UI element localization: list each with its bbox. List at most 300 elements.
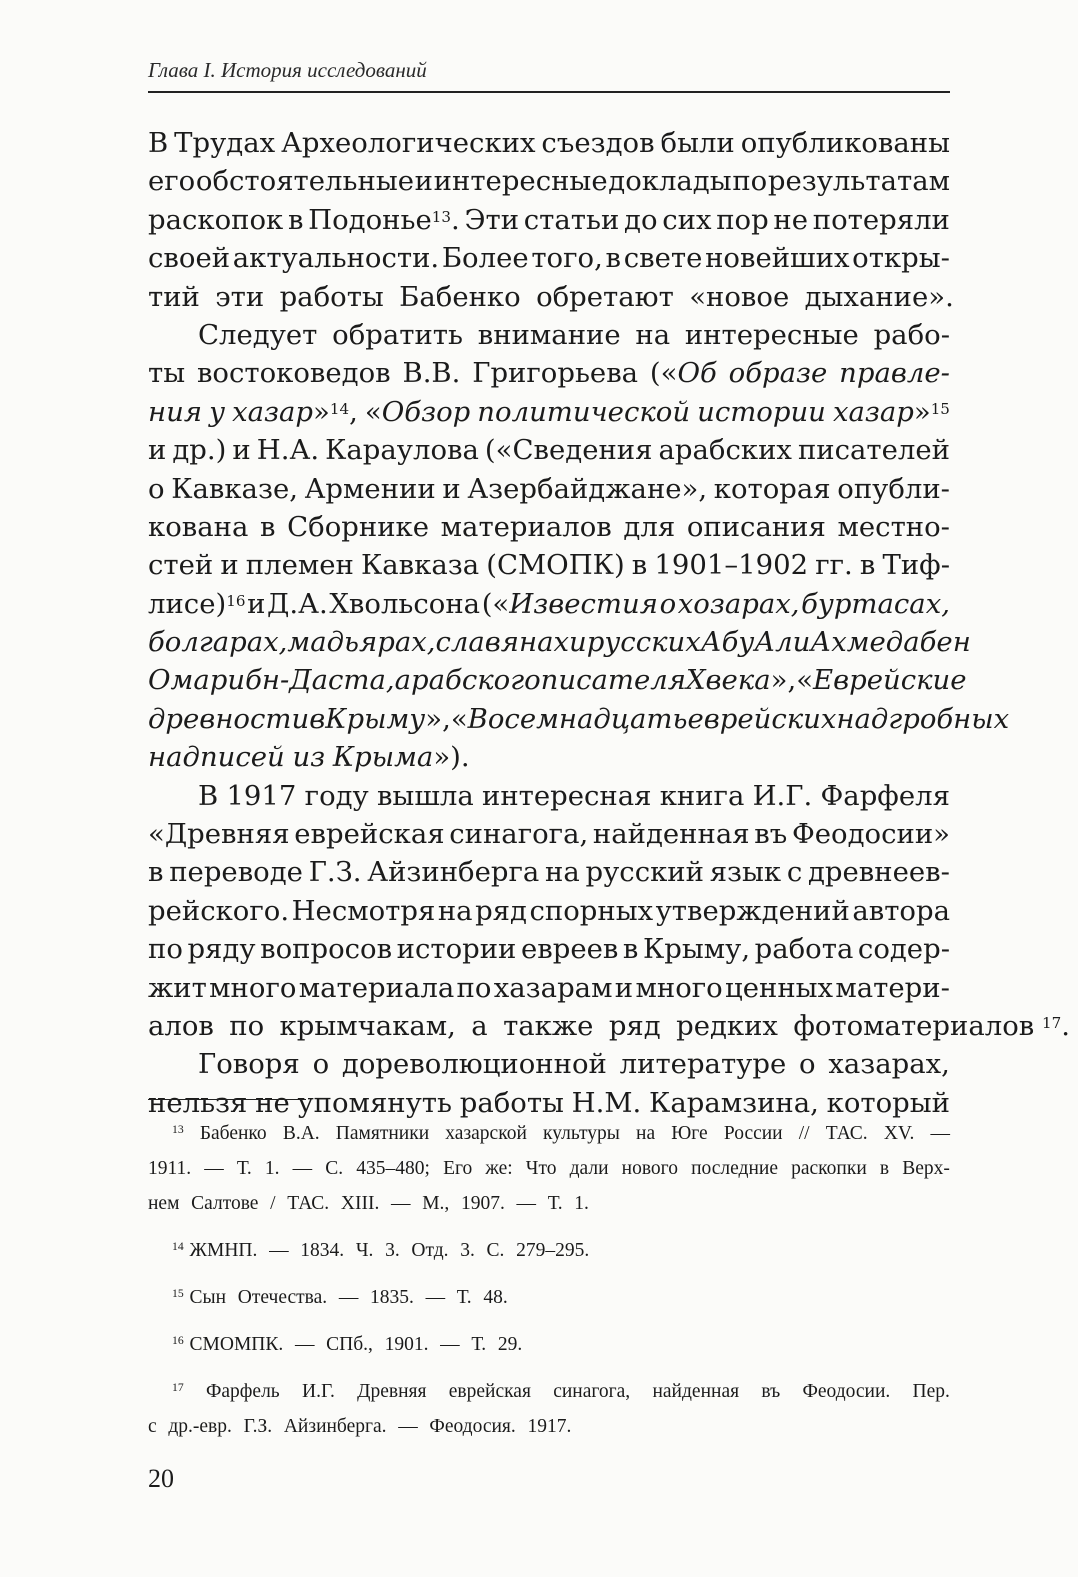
word: откры-: [852, 242, 950, 275]
word-group: [449, 1374, 531, 1409]
word: мадьярах,: [287, 626, 436, 659]
word: нового: [621, 1158, 678, 1179]
word: о: [659, 587, 677, 620]
word: Карамзина,: [649, 1086, 819, 1119]
word: на: [636, 1123, 656, 1144]
word: жит: [148, 971, 207, 1004]
word: 1907.: [460, 1193, 505, 1214]
word: для: [623, 510, 676, 543]
word: Отд.: [411, 1240, 449, 1261]
word-group: [606, 239, 621, 277]
word: 1901–1902: [654, 549, 809, 582]
word-group: [833, 393, 950, 431]
word-group: [754, 623, 810, 661]
word: Говоря: [198, 1048, 300, 1081]
word: истории: [697, 395, 826, 428]
word-group: [367, 853, 539, 891]
word: Омар: [148, 664, 228, 697]
word: —: [338, 1287, 359, 1308]
word-group: [913, 1374, 950, 1409]
word: на: [437, 894, 473, 927]
word: Сын: [189, 1287, 227, 1308]
word-group: [172, 1327, 184, 1362]
word: Т.: [236, 1158, 252, 1179]
word: Феодосии»: [791, 818, 950, 851]
word-group: [172, 1280, 184, 1315]
word-group: [422, 1186, 455, 1221]
word: много: [635, 971, 723, 1004]
word: переводе: [169, 856, 303, 889]
word: надгробных: [836, 702, 1010, 735]
p2-l5: [148, 470, 950, 508]
word-group: [541, 124, 654, 162]
word: Верх-: [902, 1158, 950, 1179]
word: хазар: [232, 395, 314, 428]
word-group: [270, 1186, 281, 1221]
word: Азербайджане»,: [467, 472, 708, 505]
word: по: [229, 1009, 265, 1042]
word: Еврейские: [813, 664, 967, 697]
word: Подонье: [308, 203, 432, 236]
word: 1911.: [148, 1158, 192, 1179]
word-group: [838, 508, 950, 546]
p2-l3: [148, 393, 950, 431]
word-group: [294, 815, 444, 853]
word: XIII.: [340, 1193, 380, 1214]
word-group: [623, 508, 675, 546]
word: истории: [396, 933, 517, 966]
word: др.-евр.: [168, 1416, 232, 1437]
word-group: [169, 853, 303, 891]
word: того,: [531, 242, 603, 275]
word-group: [660, 777, 745, 815]
word: Бабенко: [199, 1123, 267, 1144]
p3-l3: [148, 853, 950, 891]
word-group: [732, 162, 767, 200]
word-group: [608, 162, 731, 200]
word: Айзинберга: [367, 856, 540, 889]
word: Обзор: [381, 395, 471, 428]
word-group: [305, 470, 436, 508]
word-group: [398, 1409, 423, 1444]
word: 3.: [460, 1240, 475, 1261]
word: Н.М.: [571, 1086, 642, 1119]
word: пор: [716, 203, 769, 236]
word-group: [516, 1233, 595, 1268]
word: В: [148, 127, 169, 159]
word-group: [477, 393, 690, 431]
word: же:: [485, 1158, 513, 1179]
word-group: [441, 508, 612, 546]
word-group: [196, 162, 414, 200]
word-group: [148, 623, 287, 661]
word: интересные: [433, 165, 608, 198]
word: //: [798, 1123, 810, 1144]
word-group: [858, 930, 950, 968]
word-group: [171, 470, 298, 508]
word-group: [148, 853, 163, 891]
word: Т.: [471, 1334, 487, 1355]
word: В.В.: [402, 357, 461, 390]
word-group: [435, 623, 569, 661]
word: хозарах,: [677, 587, 800, 620]
word-group: [148, 239, 230, 277]
word-group: [370, 1280, 420, 1315]
word: .: [450, 203, 460, 236]
word: своей: [148, 242, 231, 275]
word-group: [587, 623, 701, 661]
word-group: [260, 930, 392, 968]
word-group: [483, 1280, 513, 1315]
word: стей: [148, 549, 214, 582]
word: с: [786, 856, 803, 889]
word-group: [148, 738, 285, 776]
word: Крыма: [332, 741, 434, 774]
word-group: [705, 239, 849, 277]
footnote-ref: 13: [172, 1123, 184, 1137]
footnote-ref: 15: [172, 1287, 184, 1301]
word-group: [148, 969, 207, 1007]
word-group: [309, 700, 325, 738]
word: древности: [148, 702, 310, 735]
word: синагога,: [553, 1381, 631, 1402]
word-group: [676, 1007, 786, 1045]
word-group: [475, 892, 527, 930]
word: автора: [852, 894, 950, 927]
fn13-l3: [148, 1186, 950, 1221]
p4-l1: [148, 1045, 950, 1083]
word-group: [697, 393, 826, 431]
word: 29.: [497, 1334, 523, 1355]
word: —: [269, 1240, 289, 1261]
footnotes: [148, 1116, 950, 1444]
word-group: [609, 1007, 669, 1045]
word-group: [426, 1280, 451, 1315]
word: «Древняя: [148, 818, 290, 851]
word: о: [799, 1048, 816, 1081]
word-group: [200, 1116, 267, 1151]
word-group: [190, 1280, 232, 1315]
word-group: [710, 853, 781, 891]
word-group: [442, 470, 460, 508]
word: Хвольсона: [329, 587, 481, 620]
word-group: [333, 738, 477, 776]
page-number: 20: [148, 1464, 174, 1493]
p2-l1: [148, 316, 950, 354]
word: Армении: [304, 472, 436, 505]
word: др.): [172, 434, 227, 467]
word: С.: [486, 1240, 505, 1261]
word-group: [880, 1151, 889, 1186]
word: Эти: [464, 203, 520, 236]
word-group: [920, 623, 971, 661]
word-group: [148, 815, 290, 853]
word: Салтове: [191, 1193, 259, 1214]
word-group: [931, 1116, 951, 1151]
word-group: [656, 892, 850, 930]
word-group: [457, 1280, 478, 1315]
word: в: [309, 702, 326, 735]
word-group: [172, 1233, 184, 1268]
word-group: [341, 1186, 385, 1221]
word-group: [796, 661, 966, 699]
footnote-ref: 15: [930, 399, 950, 418]
word: тий: [148, 280, 200, 313]
word: упомянуть: [297, 1086, 452, 1119]
word: »: [913, 395, 931, 428]
word: Феодосия.: [429, 1416, 516, 1437]
word: гг.: [815, 549, 853, 582]
footnote-ref: 16: [226, 591, 246, 610]
word-group: [244, 1409, 278, 1444]
word-group: [305, 777, 369, 815]
word-group: [852, 892, 950, 930]
word-group: [238, 1280, 333, 1315]
word: Г.З.: [308, 856, 362, 889]
word-group: [801, 585, 950, 623]
word: Ахмеда: [810, 626, 920, 659]
word-group: [716, 201, 769, 239]
word: Археологических: [281, 127, 536, 159]
word: Трудах: [174, 127, 276, 159]
word-group: [623, 930, 638, 968]
footnote-ref: 16: [172, 1334, 184, 1348]
word-group: [267, 585, 328, 623]
word: писателя: [540, 664, 686, 697]
word: рейского.: [148, 894, 290, 927]
word-group: [686, 661, 706, 699]
word: дыхание».: [804, 280, 954, 313]
word: —: [204, 1158, 224, 1179]
fn17-l1: [148, 1374, 950, 1409]
word: в: [287, 203, 304, 236]
word-group: [168, 1409, 237, 1444]
word-group: [385, 1327, 435, 1362]
word-group: [299, 969, 454, 1007]
word: о: [148, 472, 165, 505]
word: М.,: [422, 1193, 450, 1214]
word-group: [902, 1151, 950, 1186]
word: много: [209, 971, 297, 1004]
p3-l7: [148, 1007, 1070, 1045]
word: которая: [713, 472, 831, 505]
word: 435–480;: [356, 1158, 430, 1179]
word: ибн-Даста,: [227, 664, 395, 697]
word: потеряли: [812, 203, 950, 236]
word: с: [148, 1416, 157, 1437]
word-group: [148, 700, 309, 738]
word-group: [691, 1151, 778, 1186]
word-group: [402, 354, 460, 392]
word: Григорьева: [472, 357, 639, 390]
word: Несмотря: [291, 894, 436, 927]
word: X: [685, 664, 706, 697]
fn13-l2: [148, 1151, 950, 1186]
word-group: [635, 969, 722, 1007]
word: Т.: [547, 1193, 563, 1214]
word: содер-: [857, 933, 950, 966]
word-group: [148, 201, 283, 239]
p2-l7: [148, 546, 950, 584]
word-group: [148, 546, 213, 584]
word-group: [260, 508, 275, 546]
p2-l8: [148, 585, 950, 623]
word: —: [516, 1193, 537, 1214]
word: «: [450, 702, 468, 735]
word-group: [503, 1007, 601, 1045]
word-group: [624, 201, 658, 239]
word-group: [284, 1409, 393, 1444]
word: писателей: [797, 434, 950, 467]
word-group: [478, 316, 621, 354]
word-group: [689, 278, 797, 316]
word-group: [632, 546, 647, 584]
word: культуры: [543, 1123, 620, 1144]
word: —: [930, 1123, 950, 1144]
word-group: [385, 1233, 405, 1268]
footnote-ref: 14: [329, 399, 350, 418]
word-group: [593, 815, 750, 853]
word: раскопок: [148, 203, 284, 236]
word: образе: [728, 357, 828, 390]
word: века: [705, 664, 771, 697]
word: арабских: [658, 434, 792, 467]
word-group: [237, 1151, 252, 1186]
word-group: [741, 124, 950, 162]
p1-l4: [148, 239, 950, 277]
word: Ч.: [355, 1240, 374, 1261]
word: работы: [459, 1086, 564, 1119]
word-group: [753, 777, 813, 815]
word: Восемнадцать: [467, 702, 688, 735]
word-group: [325, 1151, 343, 1186]
word: работы: [279, 280, 384, 313]
word: Кавказе,: [171, 472, 298, 505]
word: местно-: [837, 510, 950, 543]
word: материалов: [440, 510, 612, 543]
word-group: [232, 393, 358, 431]
fn14-l1: [148, 1233, 950, 1268]
word: —: [440, 1334, 460, 1355]
word: из: [292, 741, 326, 774]
word: Фарфеля: [820, 779, 950, 812]
word-group: [148, 930, 183, 968]
word-group: [287, 1186, 335, 1221]
footnote-gap: [148, 1362, 950, 1374]
p3-l6: [148, 969, 950, 1007]
word: «новое: [689, 280, 790, 313]
word-group: [356, 1151, 430, 1186]
word: С.: [325, 1158, 344, 1179]
word: Что: [525, 1158, 557, 1179]
p1-l5: [148, 278, 954, 316]
word-group: [281, 124, 535, 162]
word: Более: [441, 242, 529, 275]
word-group: [860, 546, 875, 584]
footnote-gap: [148, 1268, 950, 1280]
word-group: [148, 470, 165, 508]
word: Крыму,: [642, 933, 751, 966]
p1-l3: [148, 201, 950, 239]
word: 1.: [264, 1158, 280, 1179]
word: опубликованы: [740, 127, 950, 159]
word: Караулова: [325, 434, 479, 467]
word: сих: [662, 203, 712, 236]
word-group: [545, 853, 580, 891]
word-group: [442, 239, 529, 277]
word-group: [172, 431, 226, 469]
word-group: [815, 546, 853, 584]
word: племен: [245, 549, 354, 582]
word-group: [471, 1007, 495, 1045]
word: надписей: [148, 741, 285, 774]
word-group: [302, 1374, 335, 1409]
word: литературе: [619, 1048, 787, 1081]
footnote-ref: 17: [172, 1381, 184, 1395]
word: въ: [761, 1381, 781, 1402]
word-group: [615, 969, 633, 1007]
word: СМОМПК.: [189, 1334, 284, 1355]
header-rule: [148, 91, 950, 93]
p2-l9: [148, 623, 971, 661]
word: Али: [754, 626, 811, 659]
word: («: [481, 587, 510, 620]
word-group: [543, 1116, 620, 1151]
word-group: [799, 1045, 816, 1083]
word-group: [174, 124, 275, 162]
word: также: [503, 1009, 594, 1042]
word-group: [148, 1186, 185, 1221]
word: 1.: [574, 1193, 589, 1214]
word-group: [624, 239, 703, 277]
word: статьи: [523, 203, 620, 236]
word-group: [397, 930, 517, 968]
word-group: [198, 1045, 300, 1083]
word-group: [300, 1233, 350, 1268]
word: политической: [477, 395, 691, 428]
word: не: [773, 203, 809, 236]
word-group: [287, 508, 429, 546]
word-group: [793, 1007, 1077, 1045]
word-group: [365, 393, 470, 431]
word: Т.: [456, 1287, 472, 1308]
word: 48.: [483, 1287, 508, 1308]
word: В: [198, 779, 219, 812]
fn15-l1: [148, 1280, 950, 1315]
word-group: [265, 1151, 280, 1186]
word: древнеев-: [808, 856, 950, 889]
word: бен: [919, 626, 971, 659]
word-group: [148, 1151, 191, 1186]
word-group: [461, 1186, 511, 1221]
word: Кавказа: [360, 549, 480, 582]
word-group: [467, 470, 707, 508]
word-group: [768, 162, 950, 200]
word-group: [206, 1374, 280, 1409]
running-head: Глава I. История исследований: [148, 58, 427, 82]
word: крымчакам,: [279, 1009, 456, 1042]
word: были: [660, 127, 735, 159]
word-group: [292, 738, 325, 776]
fn17-l2: [148, 1409, 950, 1444]
word: вышла: [376, 779, 474, 812]
word: по: [148, 933, 183, 966]
word-group: [662, 201, 711, 239]
word-group: [329, 585, 480, 623]
word: болгарах,: [148, 626, 288, 659]
word-group: [190, 1327, 290, 1362]
word: ряд: [475, 894, 527, 927]
